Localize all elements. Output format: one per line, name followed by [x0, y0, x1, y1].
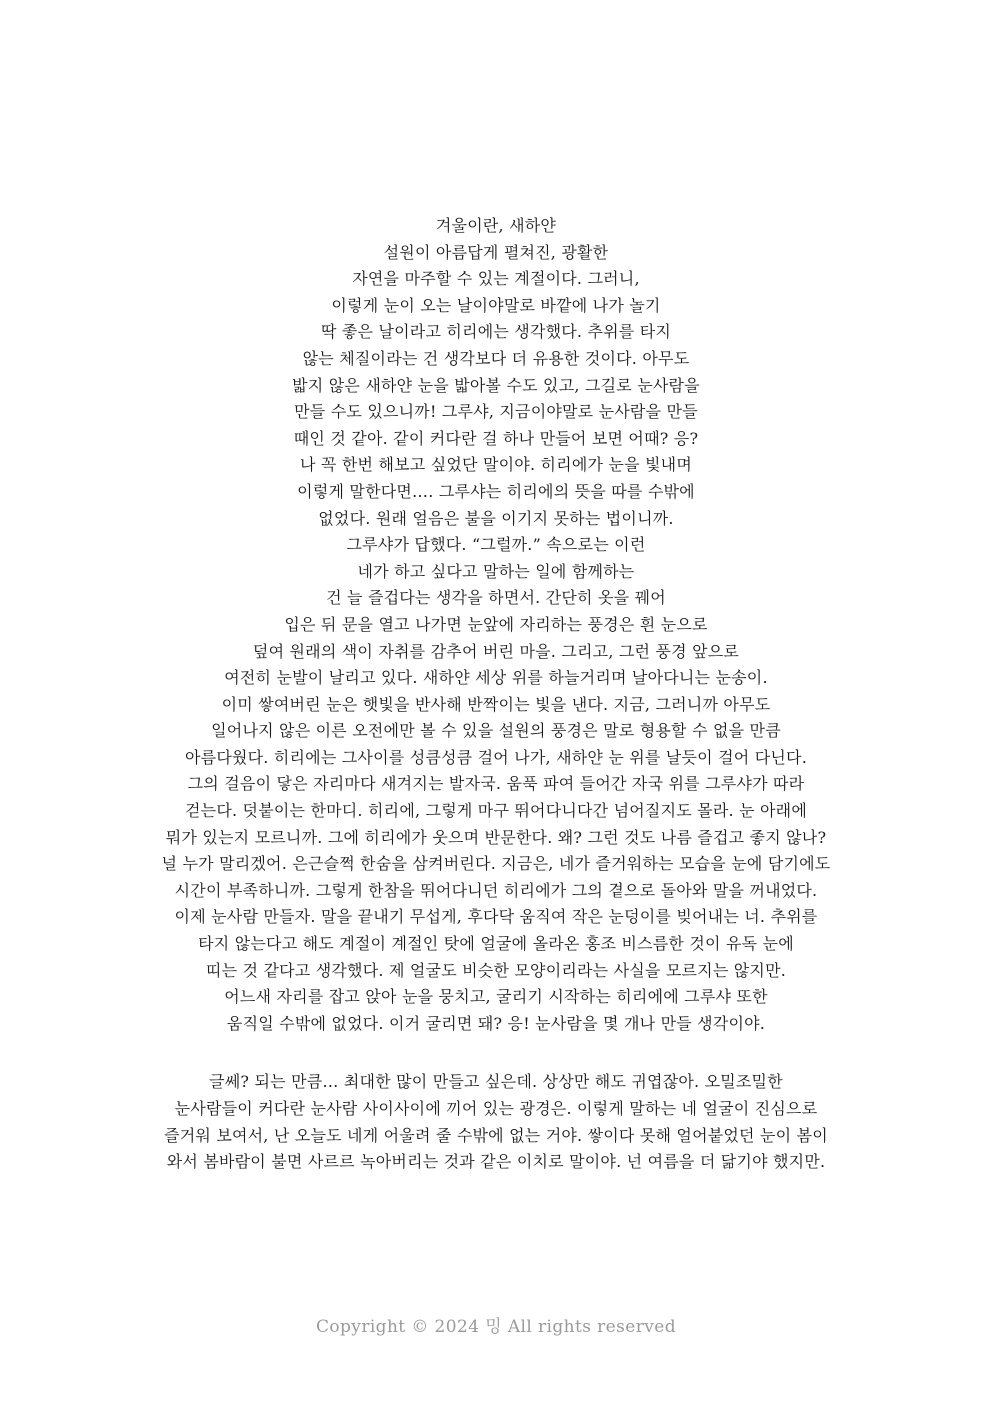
- text-line: 이렇게 눈이 오는 날이야말로 바깥에 나가 놀기: [331, 295, 661, 315]
- text-line: 없었다. 원래 얼음은 불을 이기지 못하는 법이니까.: [318, 508, 674, 528]
- text-line: 여전히 눈발이 날리고 있다. 새하얀 세상 위를 하늘거리며 날아다니는 눈송이.: [224, 668, 768, 688]
- text-line: 딱 좋은 날이라고 히리에는 생각했다. 추위를 타지: [320, 322, 672, 342]
- text-line: 설원이 아름답게 펼쳐진, 광활한: [383, 242, 609, 262]
- text-line: 밟지 않은 새하얀 눈을 밟아볼 수도 있고, 그길로 눈사람을: [292, 375, 700, 395]
- text-line: 그의 걸음이 닿은 자리마다 새겨지는 발자국. 움푹 파여 들어간 자국 위를 그루샤가 따라: [187, 774, 805, 794]
- text-line: 덮여 원래의 색이 자취를 감추어 버린 마을. 그리고, 그런 풍경 앞으로: [252, 641, 740, 661]
- text-line: 만들 수도 있으니까! 그루샤, 지금이야말로 눈사람을 만들: [294, 402, 698, 422]
- text-line: 않는 체질이라는 건 생각보다 더 유용한 것이다. 아무도: [302, 348, 690, 368]
- stanza-1: [80, 213, 912, 1037]
- copyright-footer: Copyright © 2024 밍 All rights reserved: [315, 1317, 676, 1337]
- text-line: 이렇게 말한다면…. 그루샤는 히리에의 뜻을 따를 수밖에: [297, 481, 695, 501]
- text-line: 건 늘 즐겁다는 생각을 하면서. 간단히 옷을 꿰어: [326, 588, 666, 608]
- text-line: 이제 눈사람 만들자. 말을 끝내기 무섭게, 후다닥 움직여 작은 눈덩이를 빚어내는 너. 추위를: [174, 907, 818, 927]
- story-text: [80, 213, 912, 1176]
- text-line: 널 누가 말리겠어. 은근슬쩍 한숨을 삼켜버린다. 지금은, 네가 즐거워하는 모습을 눈에 담기에도: [161, 854, 831, 874]
- text-line: 걷는다. 덧붙이는 한마디. 히리에, 그렇게 마구 뛰어다니다간 넘어질지도 몰라. 눈 아래에: [185, 801, 807, 821]
- text-line: 즐거워 보여서, 난 오늘도 네게 어울려 줄 수밖에 없는 거야. 쌓이다 못해 얼어붙었던 눈이 봄이: [164, 1125, 828, 1145]
- text-line: 입은 뒤 문을 열고 나가면 눈앞에 자리하는 풍경은 흰 눈으로: [284, 614, 708, 634]
- text-line: 글쎄? 되는 만큼… 최대한 많이 만들고 싶은데. 상상만 해도 귀엽잖아. 오밀조밀한: [209, 1072, 783, 1092]
- text-line: 네가 하고 싶다고 말하는 일에 함께하는: [357, 561, 635, 581]
- text-line: 와서 봄바람이 불면 사르르 녹아버리는 것과 같은 이치로 말이야. 넌 여름을 더 닮기야 했지만.: [166, 1152, 826, 1172]
- text-line: 띠는 것 같다고 생각했다. 제 얼굴도 비슷한 모양이리라는 사실을 모르지는 않지만.: [205, 960, 787, 980]
- text-line: 자연을 마주할 수 있는 계절이다. 그러니,: [352, 269, 640, 289]
- text-line: 이미 쌓여버린 눈은 햇빛을 반사해 반짝이는 빛을 낸다. 지금, 그러니까 아무도: [221, 694, 771, 714]
- text-line: 나 꼭 한번 해보고 싶었단 말이야. 히리에가 눈을 빛내며: [299, 455, 692, 475]
- stanza-gap: [80, 1037, 912, 1069]
- text-line: 움직일 수밖에 없었다. 이거 굴리면 돼? 응! 눈사람을 몇 개나 만들 생각이야.: [226, 1013, 766, 1033]
- text-line: 타지 않는다고 해도 계절이 계절인 탓에 얼굴에 올라온 홍조 비스름한 것이 유독 눈에: [198, 934, 794, 954]
- text-line: 아름다웠다. 히리에는 그사이를 성큼성큼 걸어 나가, 새하얀 눈 위를 날듯이 걸어 다닌다.: [185, 747, 807, 767]
- text-line: 어느새 자리를 잡고 앉아 눈을 뭉치고, 굴리기 시작하는 히리에에 그루샤 또한: [224, 987, 768, 1007]
- text-line: 눈사람들이 커다란 눈사람 사이사이에 끼어 있는 광경은. 이렇게 말하는 네 얼굴이 진심으로: [174, 1099, 818, 1118]
- text-line: 시간이 부족하니까. 그렇게 한참을 뛰어다니던 히리에가 그의 곁으로 돌아와 말을 꺼내었다.: [174, 880, 818, 900]
- text-line: 때인 것 같아. 같이 커다란 걸 하나 만들어 보면 어때? 응?: [293, 428, 699, 448]
- text-line: 겨울이란, 새하얀: [435, 216, 557, 235]
- text-line: 일어나지 않은 이른 오전에만 볼 수 있을 설원의 풍경은 말로 형용할 수 없을 만큼: [211, 721, 781, 741]
- stanza-2: [80, 1069, 912, 1175]
- text-line: 그루샤가 답했다. “그럴까.” 속으로는 이런: [346, 535, 646, 555]
- text-line: 뭐가 있는지 모르니까. 그에 히리에가 웃으며 반문한다. 왜? 그런 것도 나름 즐겁고 좋지 않나?: [165, 827, 827, 847]
